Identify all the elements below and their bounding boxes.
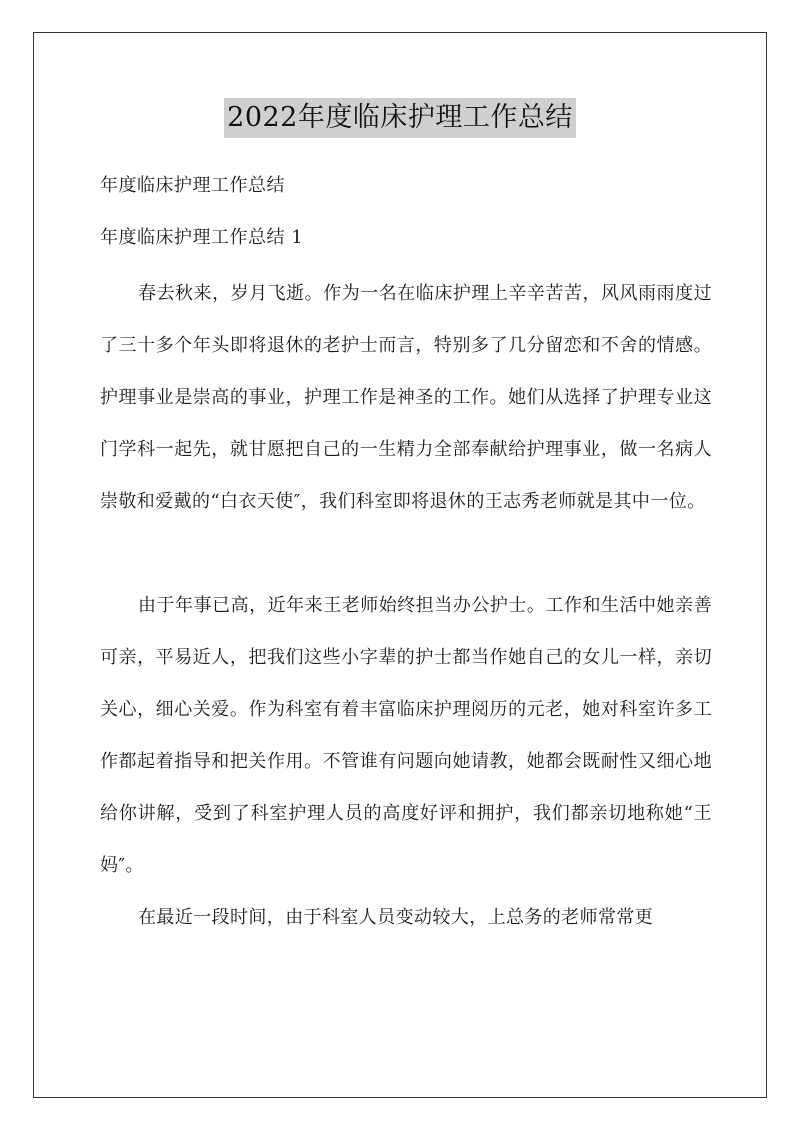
paragraph-1: 春去秋来，岁月飞逝。作为一名在临床护理上辛辛苦苦，风风雨雨度过了三十多个年头即将退休的老护士而言，特别多了几分留恋和不舍的情感。护理事业是崇高的事业，护理工作是神圣的工作。她们从选择了护理专业这门学科一起先，就甘愿把自己的一生精力全部奉献给护理事业，做一名病人崇敬和爱戴的“白衣天使″，我们科室即将退休的王志秀老师就是其中一位。 — [100, 283, 712, 512]
document-body — [100, 164, 712, 944]
paragraph-2: 由于年事已高，近年来王老师始终担当办公护士。工作和生活中她亲善可亲，平易近人，把我们这些小字辈的护士都当作她自己的女儿一样，亲切关心，细心关爱。作为科室有着丰富临床护理阅历的元老，她对科室许多工作都起着指导和把关作用。不管谁有问题向她请教，她都会既耐性又细心地给你讲解，受到了科室护理人员的高度好评和拥护，我们都亲切地称她“王妈″。 — [100, 595, 712, 876]
paragraph-3: 在最近一段时间，由于科室人员变动较大，上总务的老师常常更 — [138, 907, 654, 928]
section-heading: 年度临床护理工作总结 1 — [100, 227, 304, 248]
document-title: 2022年度临床护理工作总结 — [224, 98, 576, 138]
document-subtitle: 年度临床护理工作总结 — [100, 175, 285, 196]
paragraph-spacer — [100, 528, 712, 580]
title-container — [0, 98, 800, 138]
